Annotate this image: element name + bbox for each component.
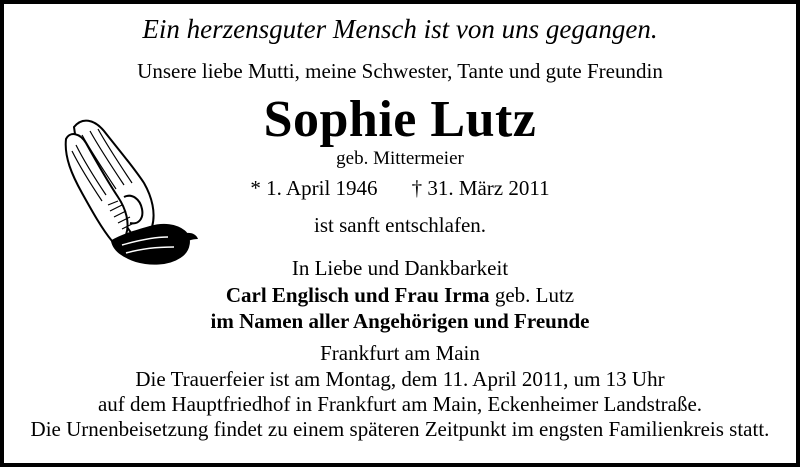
signers: [0, 283, 800, 308]
intro-text: Unsere liebe Mutti, meine Schwester, Tante und gute Freundin: [137, 59, 663, 83]
life-dates: [0, 176, 800, 201]
urn-burial-line: Die Urnenbeisetzung findet zu einem späteren Zeitpunkt im engsten Familienkreis statt.: [30, 417, 770, 441]
city: Frankfurt am Main: [320, 341, 480, 365]
birth-name: geb. Mittermeier: [336, 148, 464, 169]
signers-birth-name: geb. Lutz: [494, 283, 575, 307]
family-text: im Namen aller Angehörigen und Freunde: [210, 309, 590, 333]
death-date: † 31. März 2011: [411, 176, 550, 200]
passed-text: ist sanft entschlafen.: [313, 213, 487, 237]
headline: Ein herzensguter Mensch ist von uns gegangen.: [142, 14, 658, 44]
deceased-name: Sophie Lutz: [263, 91, 537, 148]
love-text: In Liebe und Dankbarkeit: [291, 256, 509, 280]
funeral-line-2: auf dem Hauptfriedhof in Frankfurt am Main, Eckenheimer Landstraße.: [97, 392, 703, 416]
funeral-line-1: Die Trauerfeier ist am Montag, dem 11. April 2011, um 13 Uhr: [135, 367, 665, 391]
birth-date: * 1. April 1946: [250, 176, 378, 200]
signers-names: Carl Englisch und Frau Irma: [225, 283, 490, 307]
